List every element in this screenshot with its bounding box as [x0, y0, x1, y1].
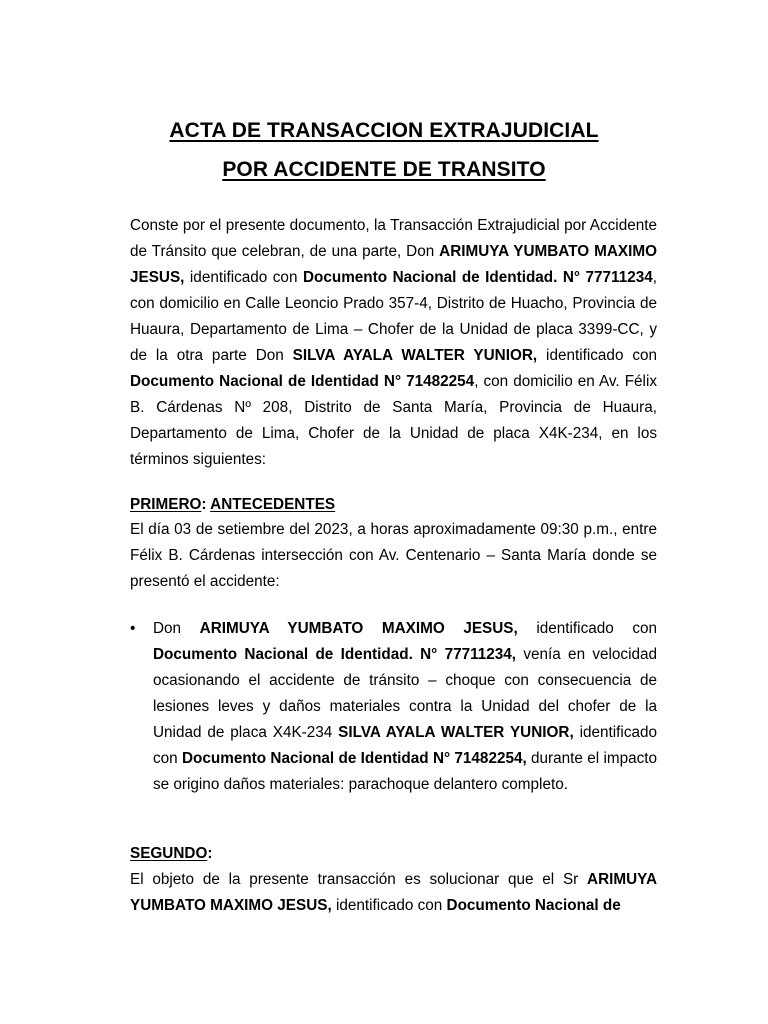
bullet-text-4: identificado con: [153, 724, 658, 767]
bullet-text-5: durante el impacto se origino daños materiales: parachoque delantero completo.: [153, 750, 658, 793]
section-label-segundo: SEGUNDO: [130, 845, 208, 862]
intro-text-5: , con domicilio en Av. Félix B. Cárdenas Nº 208, Distrito de Santa María, Provincia de Huaura, Departamento de Lima, Chofer de la Unidad de placa X4K-234, en los términos siguientes:: [130, 373, 657, 468]
bullet-text-1: Don: [153, 620, 200, 637]
bullet-text-3: venía en velocidad ocasionando el accidente de tránsito – choque con consecuencia de lesiones leves y daños materiales contra la Unidad del chofer de la Unidad de placa X4K-234: [153, 646, 657, 741]
segundo-text-2: identificado con: [331, 897, 447, 914]
section-heading-segundo: [130, 841, 212, 867]
bullet-name-1: ARIMUYA YUMBATO MAXIMO JESUS,: [199, 620, 518, 637]
intro-text-3: , con domicilio en Calle Leoncio Prado 357-4, Distrito de Huacho, Provincia de Huaura, Departamento de Lima – Chofer de la Unidad de placa 3399-CC, y de la otra parte Don: [130, 269, 657, 364]
primero-paragraph: El día 03 de setiembre del 2023, a horas aproximadamente 09:30 p.m., entre Félix B. Cárdenas intersección con Av. Centenario – Santa María donde se presentó el accidente:: [130, 521, 657, 590]
bullet-dni-1: Documento Nacional de Identidad. N° 77711234,: [153, 646, 517, 663]
bullet-icon: •: [130, 620, 136, 637]
section-colon-segundo: :: [207, 845, 213, 862]
segundo-dni-1: Documento Nacional de: [446, 897, 621, 914]
list-item: [130, 616, 657, 798]
party-dni-1: Documento Nacional de Identidad. N° 77711234: [302, 269, 653, 286]
document-title-line-2: POR ACCIDENTE DE TRANSITO: [222, 158, 546, 181]
bullet-text-2: identificado con: [517, 620, 657, 637]
document-title-line-1: ACTA DE TRANSACCION EXTRAJUDICIAL: [169, 119, 599, 142]
intro-text-1: Conste por el presente documento, la Transacción Extrajudicial por Accidente de Tránsito que celebran, de una parte, Don: [130, 217, 657, 260]
bullet-paragraph: [153, 616, 657, 798]
section-title-antecedentes: ANTECEDENTES: [210, 496, 336, 513]
intro-paragraph: [130, 213, 657, 473]
intro-text-4: identificado con: [537, 347, 657, 364]
party-dni-2: Documento Nacional de Identidad N° 71482254: [130, 373, 475, 390]
section-label-primero: PRIMERO: [130, 496, 202, 513]
bullet-dni-2: Documento Nacional de Identidad N° 71482254,: [181, 750, 527, 767]
party-name-2: SILVA AYALA WALTER YUNIOR,: [292, 347, 538, 364]
segundo-name-1: ARIMUYA YUMBATO MAXIMO JESUS,: [130, 871, 657, 914]
segundo-text-1: El objeto de la presente transacción es solucionar que el Sr: [130, 871, 588, 888]
section-heading-primero: [130, 492, 335, 518]
section-colon-primero: :: [201, 496, 211, 513]
party-name-1: ARIMUYA YUMBATO MAXIMO JESUS,: [130, 243, 657, 286]
segundo-paragraph: [130, 867, 657, 919]
intro-text-2: identificado con: [184, 269, 303, 286]
bullet-name-2: SILVA AYALA WALTER YUNIOR,: [338, 724, 574, 741]
